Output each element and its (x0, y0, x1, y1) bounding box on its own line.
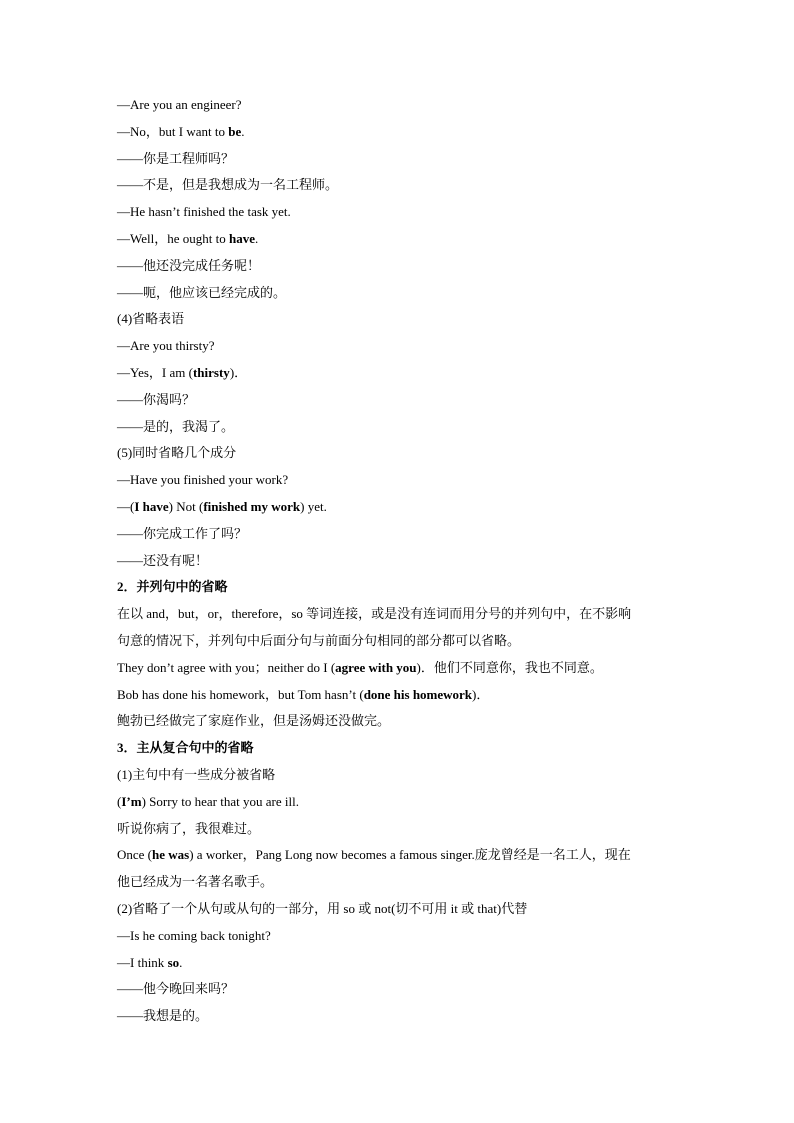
text-line (117, 842, 687, 869)
text-line (117, 976, 687, 1003)
text-line (117, 414, 687, 441)
text-segment: —Well，he ought to (117, 230, 229, 246)
bold-text-segment: I’m (121, 793, 142, 809)
text-line (117, 574, 687, 601)
text-segment: —( (117, 498, 135, 514)
text-segment: —I think (117, 954, 168, 970)
text-segment: ——呃，他应该已经完成的。 (117, 284, 287, 300)
text-line (117, 628, 687, 655)
text-segment: (1)主句中有一些成分被省略 (117, 766, 276, 782)
text-segment: ——还没有呢！ (117, 552, 209, 568)
bold-text-segment: so (167, 954, 180, 970)
text-segment: )． (229, 364, 248, 380)
text-line (117, 548, 687, 575)
bold-text-segment: have (228, 230, 255, 246)
text-line (117, 494, 687, 521)
text-line (117, 387, 687, 414)
text-segment: —Are you thirsty? (117, 338, 215, 354)
text-line (117, 146, 687, 173)
bold-text-segment: be (228, 123, 242, 139)
text-line (117, 896, 687, 923)
bold-text-segment: finished my work (203, 498, 301, 514)
text-segment: ——你完成工作了吗？ (117, 525, 248, 541)
text-segment: ) a worker，Pang Long now becomes a famous singer.庞龙曾经是一名工人，现在 (189, 847, 631, 863)
text-segment: ) Not ( (168, 498, 204, 514)
text-segment: ——他还没完成任务呢！ (117, 257, 261, 273)
text-segment: . (241, 123, 245, 139)
bold-text-segment: I have (134, 498, 169, 514)
bold-text-segment: agree with you (335, 659, 417, 675)
text-segment: )．他们不同意你，我也不同意。 (416, 659, 603, 675)
text-line (117, 119, 687, 146)
text-segment: —Are you an engineer? (117, 97, 242, 112)
text-line (117, 467, 687, 494)
bold-text-segment: thirsty (192, 364, 230, 380)
text-line (117, 92, 687, 119)
text-segment: ——你是工程师吗？ (117, 150, 235, 166)
bold-text-segment: done his homework (363, 686, 473, 702)
text-line (117, 682, 687, 709)
text-line (117, 333, 687, 360)
text-line (117, 655, 687, 682)
text-segment: ——他今晚回来吗？ (117, 981, 235, 997)
text-segment: —He hasn’t finished the task yet. (117, 204, 291, 220)
text-segment: )． (472, 686, 490, 702)
text-segment: (5)同时省略几个成分 (117, 445, 237, 461)
text-line (117, 199, 687, 226)
bold-text-segment: he was (152, 847, 190, 863)
text-segment: 鲍勃已经做完了家庭作业，但是汤姆还没做完。 (117, 713, 391, 729)
text-segment: (4)省略表语 (117, 311, 185, 327)
text-segment: . (179, 954, 183, 970)
text-segment: Bob has done his homework，but Tom hasn’t ( (117, 686, 364, 702)
text-line (117, 280, 687, 307)
text-line (117, 816, 687, 843)
text-segment: —Yes，I am ( (117, 364, 193, 380)
text-line (117, 923, 687, 950)
text-segment: . (254, 230, 259, 246)
text-line (117, 172, 687, 199)
text-segment: ——我想是的。 (117, 1008, 209, 1024)
text-segment: ——你渴吗？ (117, 391, 196, 407)
text-line (117, 762, 687, 789)
text-segment: —Is he coming back tonight? (117, 927, 271, 943)
text-line (117, 869, 687, 896)
text-segment: ——不是，但是我想成为一名工程师。 (117, 177, 339, 193)
text-line (117, 360, 687, 387)
text-line (117, 440, 687, 467)
text-line (117, 1003, 687, 1030)
text-line (117, 708, 687, 735)
text-segment: ) yet. (300, 498, 327, 514)
bold-text-segment: 2．并列句中的省略 (117, 579, 228, 595)
bold-text-segment: 3．主从复合句中的省略 (117, 740, 254, 756)
text-line (117, 521, 687, 548)
document-body (117, 92, 687, 1030)
text-segment: —No，but I want to (117, 123, 229, 139)
text-segment: ——是的，我渴了。 (117, 418, 235, 434)
text-segment: 他已经成为一名著名歌手。 (117, 874, 274, 890)
text-segment: —Have you finished your work? (117, 472, 289, 488)
text-line (117, 789, 687, 816)
text-segment: They don’t agree with you；neither do I ( (117, 659, 336, 675)
text-line (117, 950, 687, 977)
text-segment: 在以 and，but，or，therefore，so 等词连接，或是没有连词而用分号的并列句中，在不影响 (117, 606, 632, 622)
text-segment: ) Sorry to hear that you are ill. (141, 793, 299, 809)
text-segment: 句意的情况下，并列句中后面分句与前面分句相同的部分都可以省略。 (117, 632, 521, 648)
text-line (117, 253, 687, 280)
text-segment: Once ( (117, 847, 153, 863)
text-segment: ( (117, 793, 122, 809)
text-segment: (2)省略了一个从句或从句的一部分，用 so 或 not(切不可用 it 或 that)代替 (117, 900, 528, 916)
text-line (117, 306, 687, 333)
text-line (117, 601, 687, 628)
text-segment: 听说你病了，我很难过。 (117, 820, 261, 836)
text-line (117, 226, 687, 253)
text-line (117, 735, 687, 762)
